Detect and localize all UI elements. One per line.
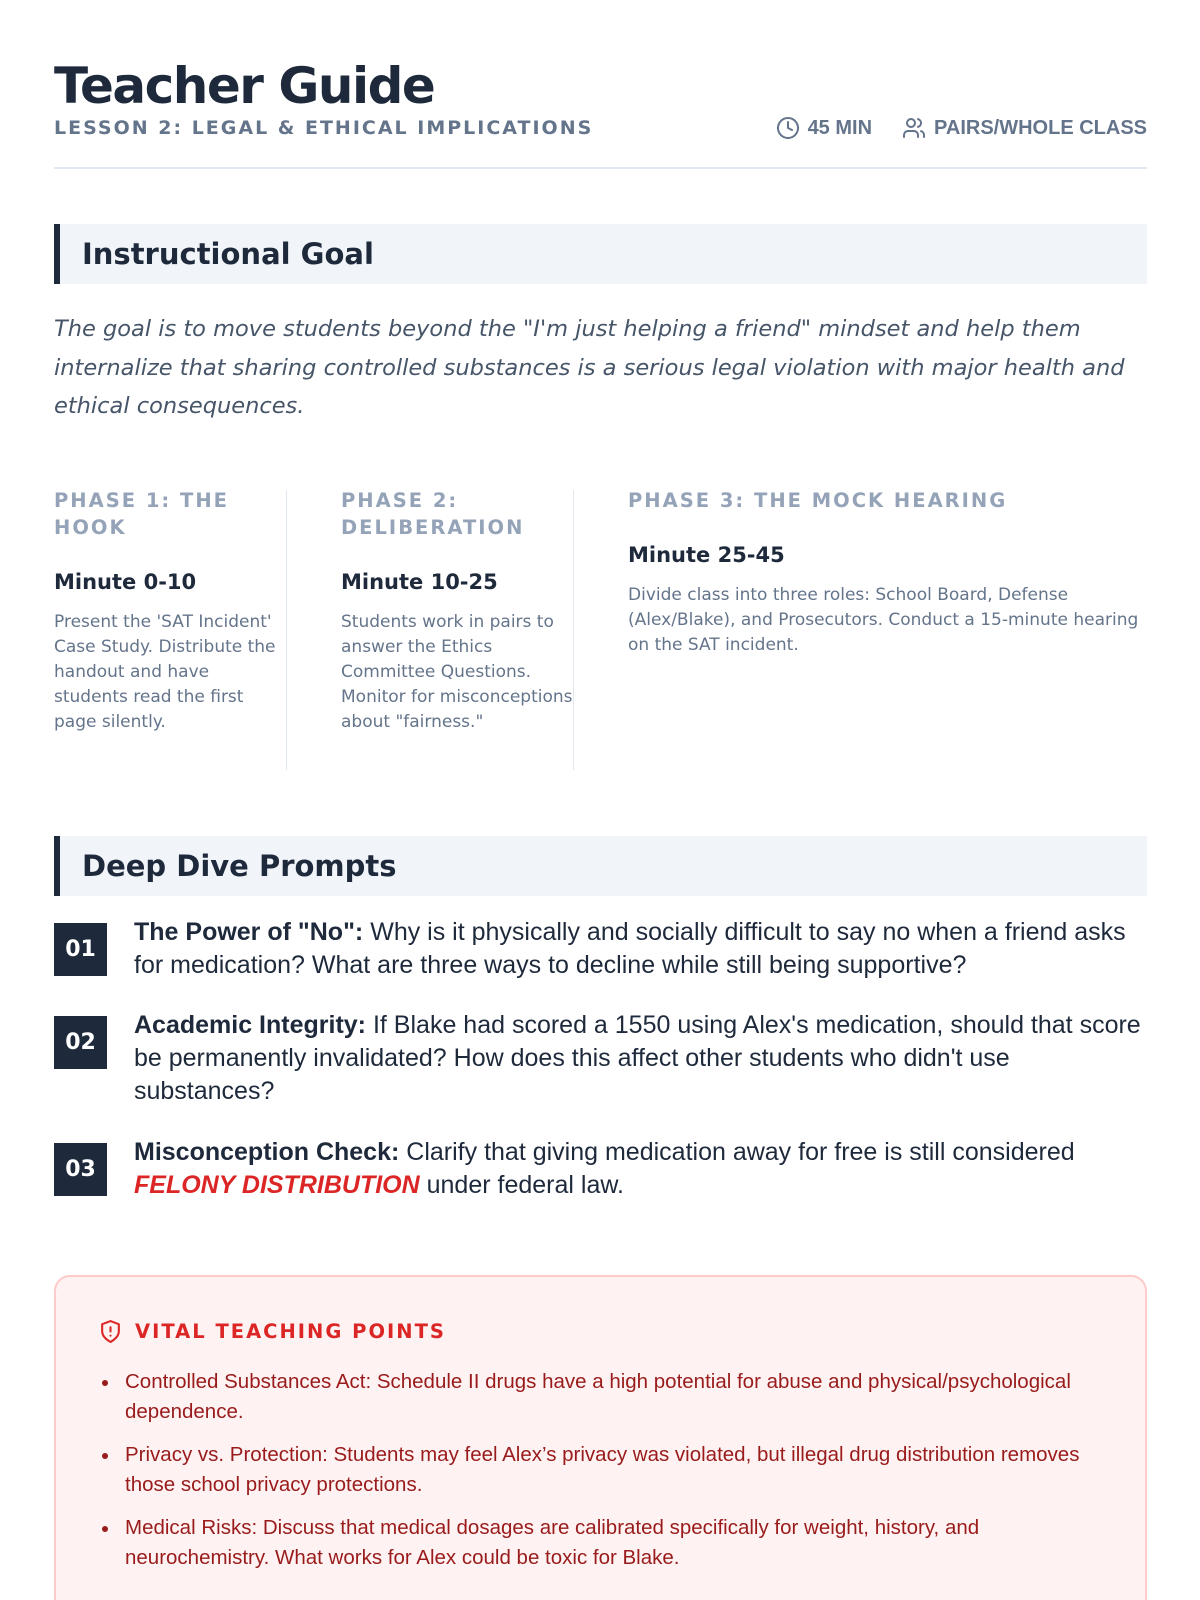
phase-description: Present the 'SAT Incident' Case Study. Distribute the handout and have students read the first page silently. [54, 612, 276, 732]
prompt-title: Misconception Check: [134, 1138, 400, 1166]
phase-2 [286, 490, 573, 770]
section-title: Deep Dive Prompts [82, 849, 397, 883]
prompt-text [134, 1136, 1147, 1202]
phase-label: PHASE 1: THE HOOK [54, 489, 229, 539]
shield-alert-icon [98, 1319, 123, 1344]
prompt-title: The Power of "No": [134, 918, 364, 946]
section-title: Instructional Goal [82, 237, 374, 271]
grouping-meta [902, 114, 1147, 142]
felony-emphasis: FELONY DISTRIBUTION [134, 1171, 420, 1199]
phase-description: Students work in pairs to answer the Ethics Committee Questions. Monitor for misconceptions about "fairness." [341, 612, 573, 732]
prompt-body: If Blake had scored a 1550 using Alex's medication, should that score be permanently invalidated? How does this affect other students who didn't use substances? [134, 1011, 1141, 1105]
prompt-number: 01 [54, 923, 107, 976]
users-icon [902, 116, 926, 140]
vital-header [98, 1319, 446, 1344]
phase-label: PHASE 2: DELIBERATION [341, 489, 525, 539]
prompt-body: Clarify that giving medication away for free is still considered [406, 1138, 1075, 1166]
clock-icon [776, 116, 800, 140]
prompt-text [134, 916, 1147, 982]
duration-meta [776, 114, 872, 142]
phase-time: Minute 25-45 [628, 543, 785, 567]
vital-teaching-points-box [54, 1275, 1147, 1600]
phase-1 [54, 490, 286, 770]
prompt-text [134, 1009, 1147, 1108]
phase-label: PHASE 3: THE MOCK HEARING [628, 489, 1008, 512]
instructional-goal-heading [54, 224, 1147, 284]
duration-text: 45 MIN [807, 117, 873, 139]
page-title: Teacher Guide [54, 57, 435, 115]
prompt-title: Academic Integrity: [134, 1011, 367, 1039]
lesson-meta [776, 114, 1147, 142]
lesson-subtitle: LESSON 2: LEGAL & ETHICAL IMPLICATIONS [54, 117, 594, 139]
prompt-body: Why is it physically and socially difficult to say no when a friend asks for medication? What are three ways to decline while still being supportive? [134, 918, 1126, 979]
vital-point: Medical Risks: Discuss that medical dosages are calibrated specifically for weight, history, and neurochemistry. What works for Alex could be toxic for Blake. [98, 1513, 1098, 1573]
vital-title: VITAL TEACHING POINTS [135, 1320, 446, 1343]
prompt-number: 03 [54, 1143, 107, 1196]
vital-point: Controlled Substances Act: Schedule II drugs have a high potential for abuse and physical/psychological dependence. [98, 1367, 1098, 1427]
instructional-goal-text: The goal is to move students beyond the "I'm just helping a friend" mindset and help them internalize that sharing controlled substances is a serious legal violation with major health and ethical consequences. [54, 316, 1125, 419]
phase-time: Minute 10-25 [341, 570, 498, 594]
prompt-body-after: under federal law. [426, 1171, 624, 1199]
lesson-phases [54, 490, 1147, 770]
prompt-number: 02 [54, 1016, 107, 1069]
page-header [54, 52, 1147, 169]
phase-time: Minute 0-10 [54, 570, 197, 594]
phase-3 [573, 490, 1147, 770]
grouping-text: PAIRS/WHOLE CLASS [934, 117, 1147, 139]
phase-description: Divide class into three roles: School Board, Defense (Alex/Blake), and Prosecutors. Conduct a 15-minute hearing on the SAT incident. [628, 585, 1139, 655]
vital-points-list [98, 1367, 1098, 1586]
vital-point: Privacy vs. Protection: Students may feel Alex’s privacy was violated, but illegal drug distribution removes those school privacy protections. [98, 1440, 1098, 1500]
deep-dive-prompts-heading [54, 836, 1147, 896]
